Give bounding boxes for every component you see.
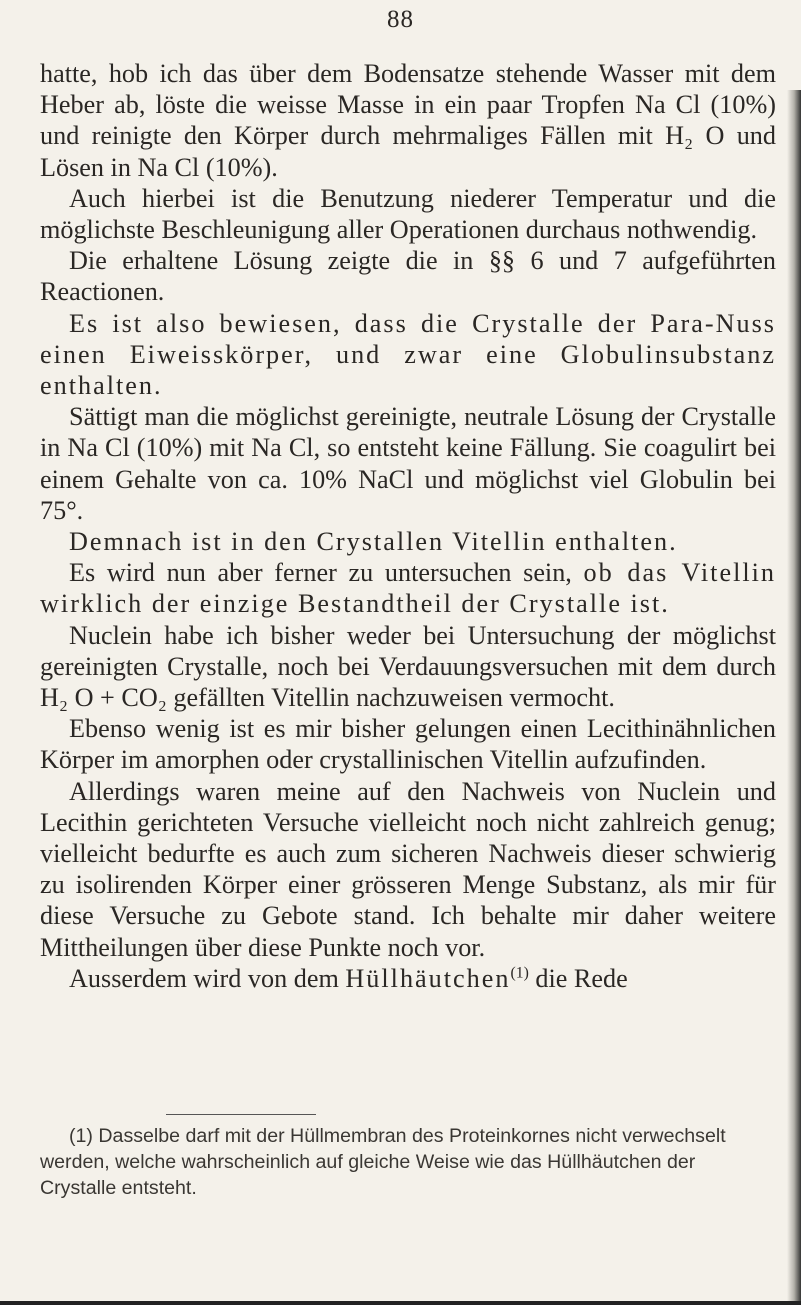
footnote-marker: (1): [69, 1125, 93, 1147]
scan-edge-shadow: [787, 90, 801, 1305]
scan-bottom-edge: [0, 1301, 801, 1305]
paragraph-6-emphasized: Demnach ist in den Crystallen Vitellin enthalten.: [69, 527, 678, 557]
paragraph-8: Nuclein habe ich bisher weder bei Untersuchung der möglichst gereinigten Crystalle, noch bei Verdauungsversuchen mit dem durch H₂ O + CO₂ gefällten Vitellin nachzuweisen vermocht.: [40, 620, 776, 713]
footnotes: [40, 1124, 776, 1201]
paragraph-11-emphasis: Hüllhäutchen: [345, 963, 511, 993]
paragraph-7-emphasis: ob das Vitellin wirklich der einzige Bestandtheil der Crystalle ist.: [40, 558, 776, 619]
footnote-text: Dasselbe darf mit der Hüllmembran des Proteinkornes nicht verwechselt werden, welche wahrscheinlich auf gleiche Weise wie das Hüllhäutchen der Crystalle entsteht.: [40, 1125, 726, 1199]
body-text: [40, 58, 776, 994]
footnote-reference: (1): [510, 964, 529, 982]
paragraph-4-emphasized: Es ist also bewiesen, dass die Crystalle der Para-Nuss einen Eiweisskörper, und zwar eine Globulinsubstanz enthalten.: [40, 308, 776, 401]
paragraph-5: Sättigt man die möglichst gereinigte, neutrale Lösung der Crystalle in Na Cl (10%) mit Na Cl, so entsteht keine Fällung. Sie coagulirt bei einem Gehalte von ca. 10% NaCl und möglichst viel Globulin bei 75°.: [40, 402, 776, 525]
paragraph-9: Ebenso wenig ist es mir bisher gelungen einen Lecithinähnlichen Körper im amorphen oder crystallinischen Vitellin aufzufinden.: [40, 714, 776, 775]
paragraph-3: Die erhaltene Lösung zeigte die in §§ 6 und 7 aufgeführten Reactionen.: [40, 246, 776, 307]
footnote-divider: [166, 1114, 316, 1115]
paragraph-11-lead: Ausserdem wird von dem: [69, 963, 346, 993]
paragraph-2: Auch hierbei ist die Benutzung niederer Temperatur und die möglichste Beschleunigung aller Operationen durchaus nothwendig.: [40, 183, 776, 245]
paragraph-7: [40, 557, 776, 619]
paragraph-11-tail: die Rede: [528, 963, 628, 993]
paragraph-11: [40, 963, 776, 994]
paragraph-1: hatte, hob ich das über dem Bodensatze stehende Wasser mit dem Heber ab, löste die weisse Masse in ein paar Tropfen Na Cl (10%) und reinigte den Körper durch mehrmaliges Fällen mit H₂ O und Lösen in Na Cl (10%).: [40, 59, 776, 182]
paragraph-10: Allerdings waren meine auf den Nachweis von Nuclein und Lecithin gerichteten Versuche vielleicht noch nicht zahlreich genug; vielleicht bedurfte es auch zum sicheren Nachweis dieser schwierig zu isolirenden Körper einer grösseren Menge Substanz, als mir für diese Versuche zu Gebote stand. Ich behalte mir daher weitere Mittheilungen über diese Punkte noch vor.: [40, 776, 776, 962]
page-number: 88: [387, 6, 414, 33]
footnote-1: [40, 1124, 776, 1201]
paragraph-7-lead: Es wird nun aber ferner zu untersuchen sein,: [69, 558, 584, 588]
